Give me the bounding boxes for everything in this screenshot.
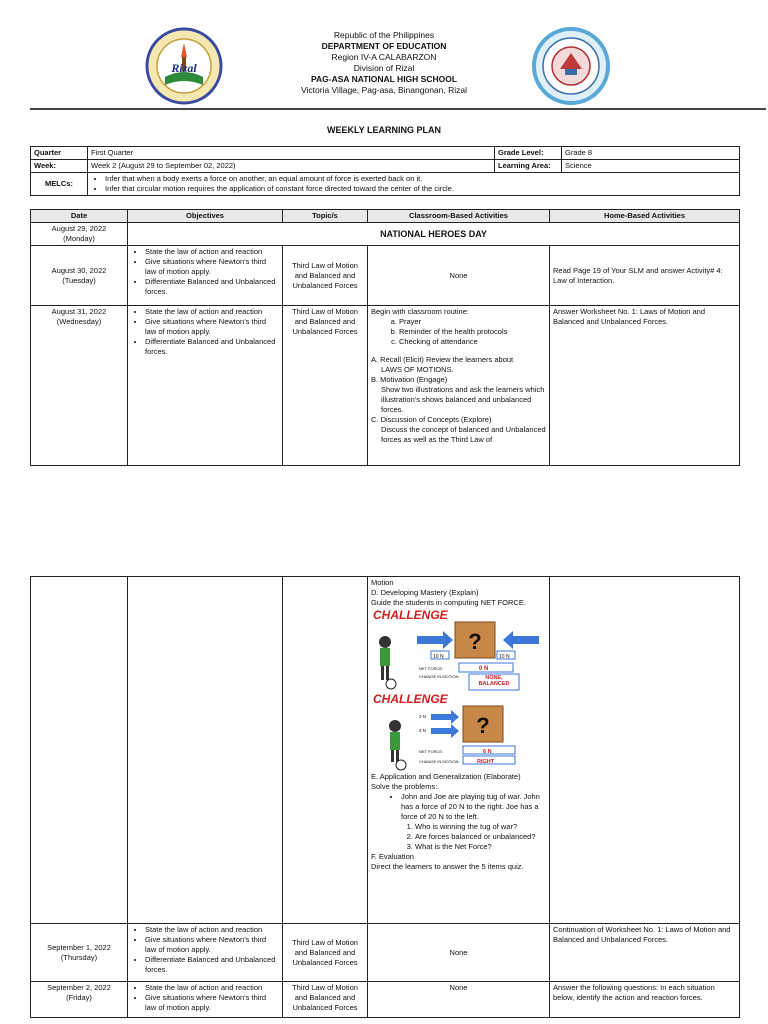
topic-cell: Third Law of Motion and Balanced and Unbalanced Forces [283,924,368,982]
col-topics: Topic/s [283,210,368,223]
challenge-image-2: CHALLENGE ? 2 N 4 N NET FORCE: 6 N CHANGE IN MOTION: RIGHT [371,692,546,772]
grade-value: Grade 8 [562,147,740,160]
col-objectives: Objectives [128,210,283,223]
classroom-cell: None [368,246,550,306]
header-line-address: Victoria Village, Pag-asa, Binangonan, Rizal [300,85,467,95]
date-cell: September 1, 2022 (Thursday) [31,924,128,982]
home-cell: Continuation of Worksheet No. 1: Laws of Motion and Balanced and Unbalanced Forces. [550,924,740,982]
classroom-cell: Begin with classroom routine: a. Prayer b. Reminder of the health protocols c. Checking of attendance A. Recall (Elicit) Review the learners about LAWS OF MOTIONS. B. Motivation (Engage) Show two illustrations and ask the learners which illustration's shows balanced and unbalanced forces. C. Discussion of Concepts (Explore) Discuss the concept of balanced and Unbalanced forces as well as the Third Law of [368,306,550,466]
date-cell-empty [31,577,128,924]
date-cell: September 2, 2022 (Friday) [31,982,128,1018]
header-line-deped: DEPARTMENT OF EDUCATION [321,41,447,51]
grade-label: Grade Level: [495,147,562,160]
header-line-division: Division of Rizal [353,63,415,73]
melcs-label: MELCs: [31,173,88,196]
area-label: Learning Area: [495,160,562,173]
home-cell: Answer the following questions: In each situation below, identify the action and reaction forces. [550,982,740,1018]
topic-cell-empty [283,577,368,924]
week-value: Week 2 (August 29 to September 02, 2022) [88,160,495,173]
plan-table-page1 [30,209,740,466]
objectives-cell: • State the law of action and reaction • Give situations where Newton's third law of motion apply. [128,982,283,1018]
letterhead [0,30,768,96]
svg-text:?: ? [468,629,482,654]
logo-rizal-text: Rizal [171,61,197,75]
objectives-cell-empty [128,577,283,924]
date-cell: August 29, 2022 (Monday) [31,223,128,246]
quarter-value: First Quarter [88,147,495,160]
topic-cell: Third Law of Motion and Balanced and Unbalanced Forces [283,982,368,1018]
area-value: Science [562,160,740,173]
date-cell: August 31, 2022 (Wednesday) [31,306,128,466]
objectives-cell: • State the law of action and reaction • Give situations where Newton's third law of motion apply. • Differentiate Balanced and Unbalanced forces. [128,306,283,466]
home-cell: Answer Worksheet No. 1: Laws of Motion and Balanced and Unbalanced Forces. [550,306,740,466]
topic-cell: Third Law of Motion and Balanced and Unbalanced Forces [283,306,368,466]
header-line-republic: Republic of the Philippines [333,30,435,40]
date-cell: August 30, 2022 (Tuesday) [31,246,128,306]
topic-cell: Third Law of Motion and Balanced and Unbalanced Forces [283,246,368,306]
header-line-school: PAG-ASA NATIONAL HIGH SCHOOL [310,74,458,84]
document-title: WEEKLY LEARNING PLAN [326,125,441,135]
objectives-cell: • State the law of action and reaction • Give situations where Newton's third law of motion apply. • Differentiate Balanced and Unbalanced forces. [128,924,283,982]
header-divider [30,108,766,110]
col-home: Home-Based Activities [550,210,740,223]
quarter-label: Quarter [31,147,88,160]
week-label: Week: [31,160,88,173]
melc-item: • Infer that circular motion requires the application of constant force directed toward the center of the circle. [105,184,736,194]
classroom-cell: None [368,982,550,1018]
col-date: Date [31,210,128,223]
home-cell-empty [550,577,740,924]
objectives-cell: • State the law of action and reaction • Give situations where Newton's third law of motion apply. • Differentiate Balanced and Unbalanced forces. [128,246,283,306]
classroom-cell: None [368,924,550,982]
svg-text:?: ? [476,713,490,738]
col-classroom: Classroom-Based Activities [368,210,550,223]
info-table [30,146,740,196]
holiday-cell: NATIONAL HEROES DAY [128,223,740,246]
home-cell: Read Page 19 of Your SLM and answer Activity# 4: Law of Interaction. [550,246,740,306]
challenge-image-1: CHALLENGE ? 10 N 10 N NET FORCE: 0 N CHANGE IN MOTION: NONE, BALANCED [371,608,546,692]
melc-item: • Infer that when a body exerts a force on another, an equal amount of force is exerted back on it. [105,174,736,184]
plan-table-page2 [30,576,740,1018]
classroom-cell-continued: Motion D. Developing Mastery (Explain) Guide the students in computing NET FORCE. CHALLENGE ? 10 N 10 N NET FORCE: 0 N CHANGE IN MOTION: NONE, BALANCED CHALLENGE ? 2 N 4 N NET FORCE: 6 N CHANGE IN MOTION: RIGHT E. Application and Generalization (Elaborate) Solve the problems: • John and Joe are playing tug of war. John has a force of 20 N to the right. Joe has a force of 20 N to the left. 1. Who is winning the tug of war? 2. Are forces balanced or unbalanced? 3. What is the Net Force? F. Evaluation Direct the learners to answer the 5 items quiz. [368,577,550,924]
header-line-region: Region IV-A CALABARZON [331,52,437,62]
